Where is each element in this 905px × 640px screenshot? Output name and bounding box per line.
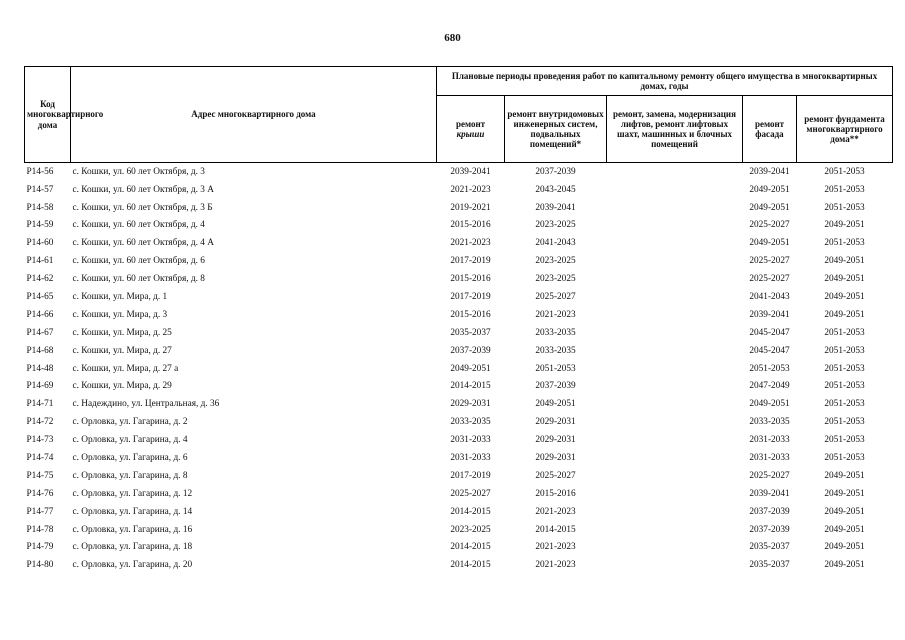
cell-address: с. Кошки, ул. 60 лет Октября, д. 6 (72, 256, 205, 267)
cell-foundation: 2049-2051 (824, 274, 865, 285)
cell-code: P14-78 (26, 524, 54, 535)
cell-address: с. Кошки, ул. Мира, д. 1 (72, 291, 168, 302)
cell-elevators (607, 557, 743, 575)
cell-foundation: 2051-2053 (824, 363, 865, 374)
cell-elevators (607, 163, 743, 181)
cell-foundation: 2049-2051 (824, 506, 865, 517)
cell-facade: 2049-2051 (749, 238, 790, 249)
cell-engineering-systems: 2049-2051 (535, 399, 576, 410)
cell-address: с. Орловка, ул. Гагарина, д. 20 (72, 560, 193, 571)
cell-address: с. Кошки, ул. 60 лет Октября, д. 3 (72, 166, 205, 177)
cell-engineering-systems: 2021-2023 (535, 309, 576, 320)
table-row (25, 539, 893, 557)
cell-facade: 2035-2037 (749, 560, 790, 571)
cell-roof: 2017-2019 (450, 291, 491, 302)
cell-foundation: 2051-2053 (824, 381, 865, 392)
table-row (25, 288, 893, 306)
cell-code: P14-65 (26, 291, 54, 302)
cell-roof: 2029-2031 (450, 399, 491, 410)
cell-foundation: 2049-2051 (824, 560, 865, 571)
header-elevators: ремонт, замена, модернизация лифтов, ремонт лифтовых шахт, машинных и блочных помещений (607, 96, 743, 163)
cell-engineering-systems: 2014-2015 (535, 524, 576, 535)
header-roof (437, 96, 505, 163)
header-address: Адрес многоквартирного дома (71, 67, 437, 163)
cell-code: P14-66 (26, 309, 54, 320)
cell-foundation: 2051-2053 (824, 238, 865, 249)
table-row (25, 199, 893, 217)
header-facade: ремонт фасада (743, 96, 797, 163)
cell-roof: 2021-2023 (450, 184, 491, 195)
cell-code: P14-61 (26, 256, 54, 267)
cell-code: P14-67 (26, 327, 54, 338)
cell-elevators (607, 360, 743, 378)
cell-code: P14-62 (26, 274, 54, 285)
cell-roof: 2014-2015 (450, 542, 491, 553)
cell-facade: 2031-2033 (749, 452, 790, 463)
cell-code: P14-72 (26, 417, 54, 428)
cell-engineering-systems: 2021-2023 (535, 506, 576, 517)
cell-engineering-systems: 2041-2043 (535, 238, 576, 249)
cell-elevators (607, 235, 743, 253)
cell-elevators (607, 503, 743, 521)
cell-elevators (607, 521, 743, 539)
cell-roof: 2035-2037 (450, 327, 491, 338)
table-header (25, 67, 893, 163)
cell-engineering-systems: 2025-2027 (535, 470, 576, 481)
cell-elevators (607, 306, 743, 324)
capital-repair-schedule-table (24, 66, 893, 574)
cell-code: P14-79 (26, 542, 54, 553)
cell-code: P14-48 (26, 363, 54, 374)
cell-address: с. Кошки, ул. Мира, д. 27 а (72, 363, 179, 374)
cell-engineering-systems: 2037-2039 (535, 381, 576, 392)
cell-elevators (607, 396, 743, 414)
cell-elevators (607, 181, 743, 199)
cell-address: с. Орловка, ул. Гагарина, д. 4 (72, 435, 188, 446)
table-row (25, 252, 893, 270)
cell-elevators (607, 288, 743, 306)
cell-facade: 2039-2041 (749, 166, 790, 177)
cell-foundation: 2049-2051 (824, 524, 865, 535)
table-row (25, 449, 893, 467)
cell-roof: 2019-2021 (450, 202, 491, 213)
cell-address: с. Кошки, ул. Мира, д. 3 (72, 309, 168, 320)
cell-engineering-systems: 2043-2045 (535, 184, 576, 195)
cell-engineering-systems: 2029-2031 (535, 435, 576, 446)
header-code: Код многоквартирного дома (25, 67, 71, 163)
cell-address: с. Кошки, ул. Мира, д. 25 (72, 327, 172, 338)
cell-foundation: 2051-2053 (824, 417, 865, 428)
cell-code: P14-60 (26, 238, 54, 249)
table-row (25, 235, 893, 253)
cell-foundation: 2051-2053 (824, 327, 865, 338)
cell-engineering-systems: 2015-2016 (535, 488, 576, 499)
cell-facade: 2047-2049 (749, 381, 790, 392)
cell-foundation: 2049-2051 (824, 488, 865, 499)
cell-roof: 2023-2025 (450, 524, 491, 535)
cell-elevators (607, 539, 743, 557)
table-row (25, 521, 893, 539)
cell-address: с. Кошки, ул. 60 лет Октября, д. 3 А (72, 184, 214, 195)
cell-facade: 2049-2051 (749, 399, 790, 410)
cell-roof: 2031-2033 (450, 452, 491, 463)
table-row (25, 324, 893, 342)
cell-facade: 2037-2039 (749, 506, 790, 517)
cell-foundation: 2049-2051 (824, 291, 865, 302)
table-row (25, 396, 893, 414)
cell-foundation: 2051-2053 (824, 399, 865, 410)
cell-engineering-systems: 2051-2053 (535, 363, 576, 374)
cell-roof: 2015-2016 (450, 220, 491, 231)
cell-engineering-systems: 2029-2031 (535, 417, 576, 428)
cell-roof: 2039-2041 (450, 166, 491, 177)
table-row (25, 181, 893, 199)
cell-facade: 2031-2033 (749, 435, 790, 446)
cell-engineering-systems: 2033-2035 (535, 327, 576, 338)
header-engineering-systems: ремонт внутридомовых инженерных систем, подвальных помещений* (505, 96, 607, 163)
cell-code: P14-75 (26, 470, 54, 481)
cell-facade: 2025-2027 (749, 470, 790, 481)
cell-address: с. Орловка, ул. Гагарина, д. 16 (72, 524, 193, 535)
cell-facade: 2051-2053 (749, 363, 790, 374)
cell-engineering-systems: 2021-2023 (535, 542, 576, 553)
cell-address: с. Кошки, ул. Мира, д. 27 (72, 345, 172, 356)
cell-foundation: 2049-2051 (824, 470, 865, 481)
cell-elevators (607, 378, 743, 396)
cell-foundation: 2051-2053 (824, 166, 865, 177)
cell-foundation: 2049-2051 (824, 542, 865, 553)
header-planned-periods: Плановые периоды проведения работ по капитальному ремонту общего имущества в многоквартирных домах, годы (437, 67, 893, 96)
cell-code: P14-73 (26, 435, 54, 446)
cell-address: с. Орловка, ул. Гагарина, д. 6 (72, 452, 188, 463)
cell-roof: 2017-2019 (450, 470, 491, 481)
cell-code: P14-74 (26, 452, 54, 463)
cell-engineering-systems: 2023-2025 (535, 256, 576, 267)
header-roof-line2: крыши (456, 129, 485, 139)
cell-roof: 2017-2019 (450, 256, 491, 267)
cell-elevators (607, 199, 743, 217)
cell-foundation: 2049-2051 (824, 256, 865, 267)
cell-facade: 2033-2035 (749, 417, 790, 428)
cell-foundation: 2051-2053 (824, 184, 865, 195)
cell-code: P14-69 (26, 381, 54, 392)
cell-code: P14-57 (26, 184, 54, 195)
cell-facade: 2041-2043 (749, 291, 790, 302)
table-row (25, 413, 893, 431)
cell-address: с. Кошки, ул. Мира, д. 29 (72, 381, 172, 392)
cell-engineering-systems: 2023-2025 (535, 220, 576, 231)
cell-address: с. Кошки, ул. 60 лет Октября, д. 4 (72, 220, 205, 231)
cell-engineering-systems: 2037-2039 (535, 166, 576, 177)
cell-code: P14-56 (26, 166, 54, 177)
cell-address: с. Надеждино, ул. Центральная, д. 36 (72, 399, 220, 410)
cell-elevators (607, 467, 743, 485)
cell-foundation: 2051-2053 (824, 452, 865, 463)
table-row (25, 431, 893, 449)
table-row (25, 342, 893, 360)
cell-address: с. Орловка, ул. Гагарина, д. 18 (72, 542, 193, 553)
header-foundation: ремонт фундамента многоквартирного дома** (797, 96, 893, 163)
cell-facade: 2035-2037 (749, 542, 790, 553)
cell-roof: 2025-2027 (450, 488, 491, 499)
cell-address: с. Орловка, ул. Гагарина, д. 14 (72, 506, 193, 517)
cell-engineering-systems: 2021-2023 (535, 560, 576, 571)
cell-facade: 2039-2041 (749, 309, 790, 320)
cell-foundation: 2049-2051 (824, 309, 865, 320)
cell-roof: 2021-2023 (450, 238, 491, 249)
cell-facade: 2039-2041 (749, 488, 790, 499)
cell-code: P14-58 (26, 202, 54, 213)
cell-facade: 2025-2027 (749, 220, 790, 231)
cell-facade: 2045-2047 (749, 345, 790, 356)
cell-roof: 2014-2015 (450, 560, 491, 571)
table-row (25, 503, 893, 521)
cell-code: P14-68 (26, 345, 54, 356)
cell-facade: 2045-2047 (749, 327, 790, 338)
cell-engineering-systems: 2033-2035 (535, 345, 576, 356)
cell-facade: 2049-2051 (749, 184, 790, 195)
cell-elevators (607, 413, 743, 431)
cell-foundation: 2051-2053 (824, 345, 865, 356)
cell-address: с. Кошки, ул. 60 лет Октября, д. 3 Б (72, 202, 213, 213)
cell-elevators (607, 485, 743, 503)
cell-foundation: 2051-2053 (824, 435, 865, 446)
cell-code: P14-71 (26, 399, 54, 410)
cell-elevators (607, 342, 743, 360)
table-row (25, 163, 893, 181)
cell-elevators (607, 324, 743, 342)
cell-roof: 2033-2035 (450, 417, 491, 428)
table-row (25, 217, 893, 235)
cell-facade: 2025-2027 (749, 256, 790, 267)
cell-address: с. Кошки, ул. 60 лет Октября, д. 8 (72, 274, 205, 285)
cell-address: с. Кошки, ул. 60 лет Октября, д. 4 А (72, 238, 214, 249)
table-row (25, 485, 893, 503)
cell-roof: 2037-2039 (450, 345, 491, 356)
cell-roof: 2014-2015 (450, 381, 491, 392)
cell-foundation: 2051-2053 (824, 202, 865, 213)
cell-roof: 2015-2016 (450, 274, 491, 285)
cell-facade: 2025-2027 (749, 274, 790, 285)
cell-roof: 2031-2033 (450, 435, 491, 446)
cell-code: P14-80 (26, 560, 54, 571)
table-row (25, 306, 893, 324)
cell-code: P14-59 (26, 220, 54, 231)
cell-engineering-systems: 2029-2031 (535, 452, 576, 463)
cell-elevators (607, 449, 743, 467)
cell-address: с. Орловка, ул. Гагарина, д. 12 (72, 488, 193, 499)
cell-code: P14-77 (26, 506, 54, 517)
cell-engineering-systems: 2039-2041 (535, 202, 576, 213)
header-roof-line1: ремонт (455, 118, 486, 129)
cell-foundation: 2049-2051 (824, 220, 865, 231)
cell-roof: 2014-2015 (450, 506, 491, 517)
cell-roof: 2049-2051 (450, 363, 491, 374)
cell-address: с. Орловка, ул. Гагарина, д. 2 (72, 417, 188, 428)
cell-elevators (607, 270, 743, 288)
cell-roof: 2015-2016 (450, 309, 491, 320)
table-row (25, 557, 893, 575)
table-row (25, 360, 893, 378)
cell-facade: 2049-2051 (749, 202, 790, 213)
cell-address: с. Орловка, ул. Гагарина, д. 8 (72, 470, 188, 481)
table-row (25, 378, 893, 396)
cell-engineering-systems: 2025-2027 (535, 291, 576, 302)
cell-elevators (607, 217, 743, 235)
cell-facade: 2037-2039 (749, 524, 790, 535)
table-row (25, 467, 893, 485)
cell-engineering-systems: 2023-2025 (535, 274, 576, 285)
table-body (25, 163, 893, 575)
cell-elevators (607, 252, 743, 270)
cell-code: P14-76 (26, 488, 54, 499)
page-number: 680 (444, 32, 461, 44)
table-row (25, 270, 893, 288)
cell-elevators (607, 431, 743, 449)
